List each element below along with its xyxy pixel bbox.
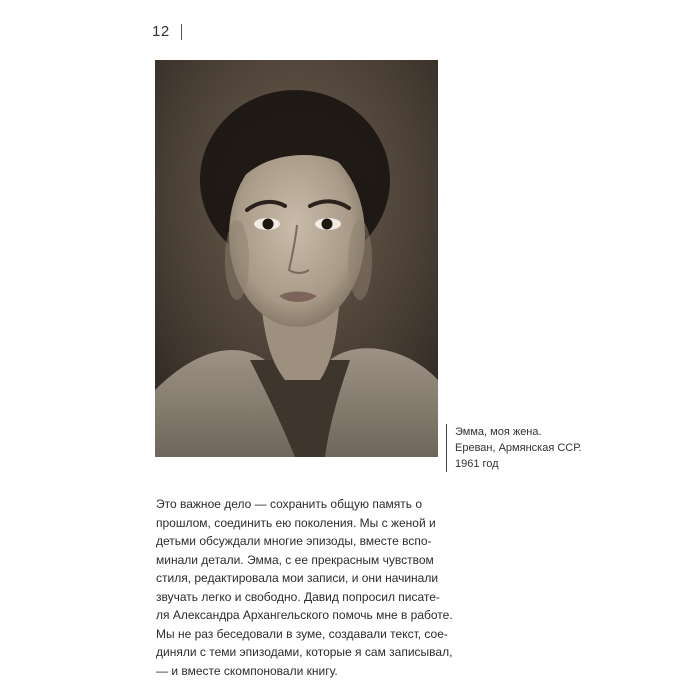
photo-caption bbox=[446, 424, 605, 472]
text-line: ля Александра Архангельского помочь мне в работе. bbox=[156, 608, 453, 622]
portrait-photo bbox=[155, 60, 438, 457]
caption-line: Эмма, моя жена. bbox=[455, 426, 542, 438]
text-line: Это важное дело — сохранить общую память о bbox=[156, 497, 422, 511]
text-line: стиля, редактировала мои записи, и они начинали bbox=[156, 571, 439, 585]
caption-line: 1961 год bbox=[455, 458, 499, 470]
text-line: минали детали. Эмма, с ее прекрасным чувством bbox=[156, 552, 434, 567]
portrait-image bbox=[155, 60, 438, 457]
text-line: звучать легко и свободно. Давид попросил писате- bbox=[156, 589, 440, 604]
text-line: Мы не раз беседовали в зуме, создавали текст, сое- bbox=[156, 626, 448, 641]
text-line: — и вместе скомпоновали книгу. bbox=[156, 663, 338, 678]
text-line: детьми обсуждали многие эпизоды, вместе вспо- bbox=[156, 534, 432, 548]
caption-line: Ереван, Армянская ССР. bbox=[455, 442, 582, 454]
text-line: прошлом, соединить ею поколения. Мы с женой и bbox=[156, 515, 436, 530]
body-paragraph bbox=[156, 495, 456, 680]
page-number: 12 bbox=[152, 23, 170, 40]
header-divider bbox=[181, 24, 182, 40]
text-line: диняли с теми эпизодами, которые я сам записывал, bbox=[156, 645, 453, 659]
